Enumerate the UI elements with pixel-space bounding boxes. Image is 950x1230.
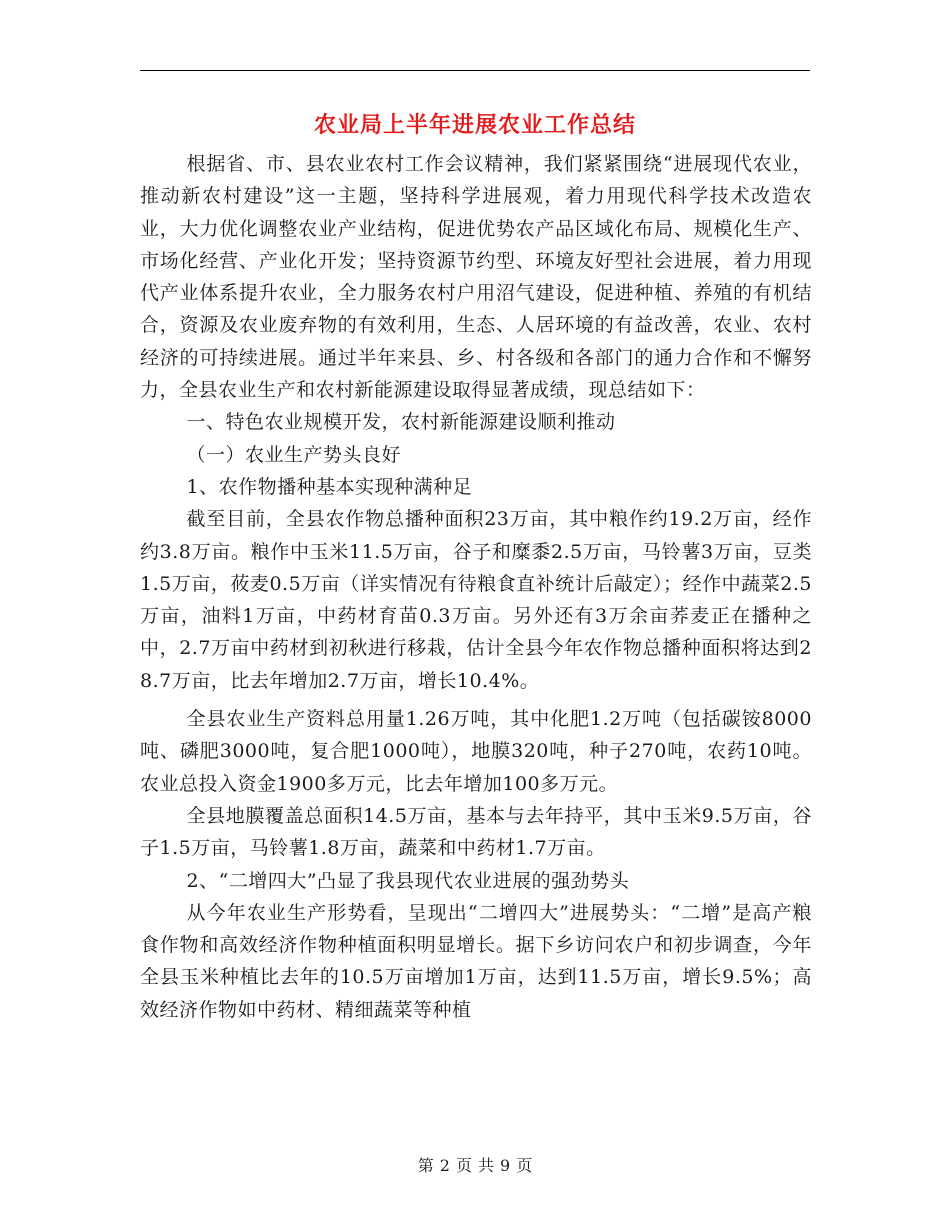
footer-suffix: 页 [516, 1156, 533, 1175]
header-rule [140, 70, 810, 71]
paragraph-intro: 根据省、市、县农业农村工作会议精神，我们紧紧围绕“进展现代农业，推动新农村建设”这一主题，坚持科学进展观，着力用现代科学技术改造农业，大力优化调整农业产业结构，促进优势农产品区域化布局、规模化生产、市场化经营、产业化开发；坚持资源节约型、环境友好型社会进展，着力用现代产业体系提升农业，全力服务农村户用沼气建设，促进种植、养殖的有机结合，资源及农业废弃物的有效利用，生态、人居环境的有益改善，农业、农村经济的可持续进展。通过半年来县、乡、村各级和各部门的通力合作和不懈努力，全县农业生产和农村新能源建设取得显著成绩，现总结如下： [140, 153, 812, 402]
paragraph-growth-trend: 从今年农业生产形势看，呈现出“二增四大”进展势头：“二增”是高产粮食作物和高效经济作物种植面积明显增长。据下乡访问农户和初步调查，今年全县玉米种植比去年的10.5万亩增加1万亩，达到11.5万亩，增长9.5%；高效经济作物如中药材、精细蔬菜等种植 [140, 901, 812, 1021]
document-body [140, 148, 812, 1026]
footer-total-pages: 9 [500, 1156, 511, 1175]
page-footer [0, 1153, 950, 1176]
footer-prefix: 第 [417, 1156, 434, 1175]
footer-total-prefix: 共 [478, 1156, 495, 1175]
paragraph-film-coverage: 全县地膜覆盖总面积14.5万亩，基本与去年持平，其中玉米9.5万亩，谷子1.5万亩，马铃薯1.8万亩，蔬菜和中药材1.7万亩。 [140, 804, 812, 860]
footer-middle: 页 [455, 1156, 472, 1175]
heading-section-1: 一、特色农业规模开发，农村新能源建设顺利推动 [186, 411, 616, 434]
document-title: 农业局上半年进展农业工作总结 [313, 113, 636, 138]
footer-page-number: 2 [439, 1156, 450, 1175]
paragraph-sowing-area: 截至目前，全县农作物总播种面积23万亩，其中粮作约19.2万亩，经作约3.8万亩。粮作中玉米11.5万亩，谷子和糜黍2.5万亩，马铃薯3万亩，豆类1.5万亩，莜麦0.5万亩（详实情况有待粮食直补统计后敲定）；经作中蔬菜2.5万亩，油料1万亩，中药材育苗0.3万亩。另外还有3万余亩荞麦正在播种之中，2.7万亩中药材到初秋进行移栽，估计全县今年农作物总播种面积将达到28.7万亩，比去年增加2.7万亩，增长10.4%。 [140, 508, 812, 692]
heading-subsection-1: （一）农业生产势头良好 [186, 443, 402, 466]
heading-item-2: 2、“二增四大”凸显了我县现代农业进展的强劲势头 [186, 869, 630, 892]
paragraph-production-materials: 全县农业生产资料总用量1.26万吨，其中化肥1.2万吨（包括碳铵8000吨、磷肥3000吨，复合肥1000吨），地膜320吨，种子270吨，农药10吨。农业总投入资金1900多万元，比去年增加100多万元。 [140, 708, 812, 795]
heading-item-1: 1、农作物播种基本实现种满种足 [186, 475, 473, 498]
